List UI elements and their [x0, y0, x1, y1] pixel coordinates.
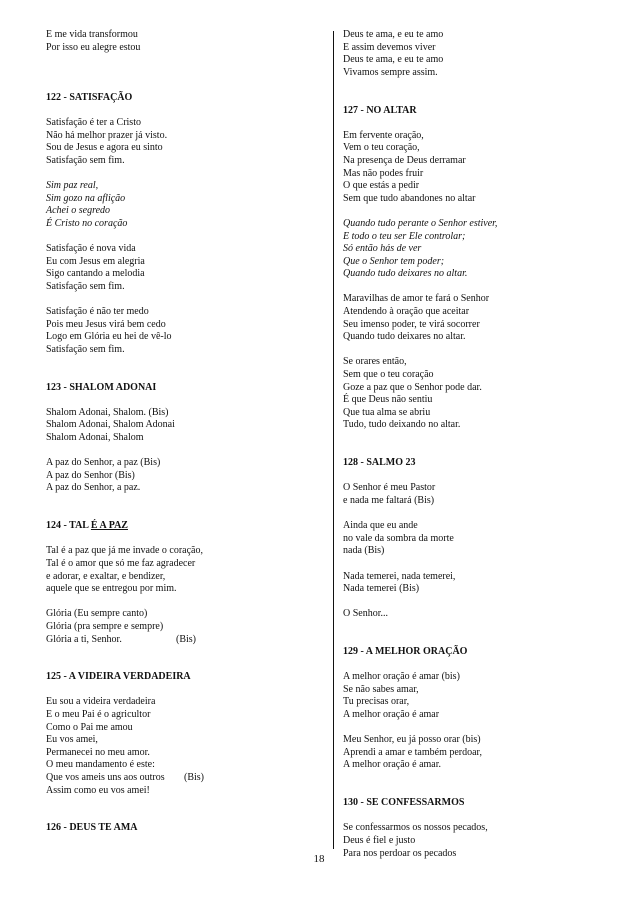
lyric-line: Se confessarmos os nossos pecados,: [343, 822, 488, 834]
chorus-line: Só então hás de ver: [343, 243, 422, 255]
lyric-line: Eu vos amei,: [46, 734, 98, 746]
lyric-line: Nada temerei, nada temerei,: [343, 570, 456, 582]
lyric-line: O meu mandamento é este:: [46, 759, 155, 771]
lyric-line: Para nos perdoar os pecados: [343, 847, 457, 859]
lyric-line: Sem que tudo abandones no altar: [343, 192, 476, 204]
right-column: [343, 29, 603, 860]
song-title-130: 130 - SE CONFESSARMOS: [343, 797, 465, 809]
lyric-line: Mas não podes fruir: [343, 167, 424, 179]
lyric-line: Deus é fiel e justo: [343, 835, 416, 846]
lyric-line: Ainda que eu ande: [343, 520, 418, 532]
song-title-125: 125 - A VIDEIRA VERDADEIRA: [46, 671, 191, 683]
lyric-line: A paz do Senhor (Bis): [46, 469, 135, 481]
lyric-line: Não há melhor prazer já visto.: [46, 129, 168, 141]
song-title-128: 128 - SALMO 23: [343, 457, 416, 469]
lyric-line: Meu Senhor, eu já posso orar (bis): [343, 734, 481, 746]
bis-marker: (Bis): [176, 633, 196, 645]
lyric-text: Glória a ti, Senhor.: [46, 633, 122, 645]
lyric-line: e nada me faltará (Bis): [343, 494, 435, 506]
lyric-line: Permanecei no meu amor.: [46, 746, 150, 758]
lyric-line: e adorar, e exaltar, e bendizer,: [46, 570, 166, 582]
chorus-line: Quando tudo perante o Senhor estiver,: [343, 217, 498, 229]
lyric-line: Se orares então,: [343, 356, 407, 368]
lyric-line: Shalom Adonai, Shalom: [46, 432, 144, 443]
lyric-line: Deus te ama, e eu te amo: [343, 29, 444, 40]
song-title-126: 126 - DEUS TE AMA: [46, 822, 138, 834]
lyric-line: nada (Bis): [343, 545, 385, 557]
lyric-line: Goze a paz que o Senhor pode dar.: [343, 381, 482, 393]
lyric-line: Como o Pai me amou: [46, 721, 133, 733]
lyric-line: Sem que o teu coração: [343, 369, 434, 381]
lyric-line: Maravilhas de amor te fará o Senhor: [343, 293, 490, 305]
lyric-line: Na presença de Deus derramar: [343, 154, 466, 166]
chorus-line: Achei o segredo: [46, 205, 111, 217]
chorus-line: Que o Senhor tem poder;: [343, 255, 445, 267]
lyric-line: Seu imenso poder, te virá socorrer: [343, 318, 480, 330]
lyric-line: Sigo cantando a melodia: [46, 268, 145, 280]
column-divider: [333, 31, 334, 849]
song-title-127: 127 - NO ALTAR: [343, 104, 417, 116]
song-title-122: 122 - SATISFAÇÃO: [46, 91, 133, 103]
lyric-line: Vivamos sempre assim.: [343, 66, 438, 78]
lyric-line: Vem o teu coração,: [343, 142, 420, 154]
lyric-line: Pois meu Jesus virá bem cedo: [46, 318, 166, 330]
lyric-line: O Senhor é meu Pastor: [343, 482, 436, 494]
lyric-line: Assim como eu vos amei!: [46, 784, 150, 796]
lyric-line: A melhor oração é amar.: [343, 759, 442, 771]
chorus-line: Sim gozo na aflição: [46, 192, 126, 204]
lyric-line: Satisfação é não ter medo: [46, 306, 149, 318]
lyric-line: Nada temerei (Bis): [343, 583, 420, 595]
left-column: [46, 29, 316, 835]
lyric-line: E assim devemos viver: [343, 41, 436, 53]
lyric-line: Sou de Jesus e agora eu sinto: [46, 142, 163, 154]
lyric-line: Satisfação sem fim.: [46, 343, 125, 355]
lyric-line: Eu com Jesus em alegria: [46, 255, 145, 267]
lyric-line: Glória (Eu sempre canto): [46, 608, 148, 620]
lyric-line: O Senhor...: [343, 608, 388, 620]
lyric-line: Se não sabes amar,: [343, 683, 419, 695]
lyric-line: aquele que se entregou por mim.: [46, 583, 177, 595]
lyric-line: Satisfação sem fim.: [46, 280, 125, 292]
lyric-line: [46, 772, 316, 785]
lyric-line: Em fervente oração,: [343, 129, 424, 141]
lyric-line: Shalom Adonai, Shalom. (Bis): [46, 406, 169, 418]
chorus-line: E todo o teu ser Ele controlar;: [343, 230, 466, 242]
lyric-line: Glória (pra sempre e sempre): [46, 620, 164, 632]
lyric-line: Aprendi a amar e também perdoar,: [343, 746, 482, 758]
lyric-line: Por isso eu alegre estou: [46, 41, 141, 53]
lyric-line: E o meu Pai é o agricultor: [46, 709, 151, 721]
lyric-line: Que tua alma se abriu: [343, 406, 431, 418]
lyric-line: Eu sou a videira verdadeira: [46, 696, 156, 708]
lyric-line: Tu precisas orar,: [343, 696, 410, 708]
song-title-129: 129 - A MELHOR ORAÇÃO: [343, 646, 468, 658]
lyric-line: Quando tudo deixares no altar.: [343, 331, 466, 343]
bis-marker: (Bis): [184, 772, 204, 784]
lyric-line: Satisfação é nova vida: [46, 243, 136, 255]
lyric-line: Satisfação sem fim.: [46, 154, 125, 166]
page-number: 18: [313, 853, 325, 865]
lyric-line: A melhor oração é amar (bis): [343, 671, 460, 683]
lyric-line: O que estás a pedir: [343, 180, 420, 192]
chorus-line: É Cristo no coração: [46, 217, 128, 229]
lyric-line: Satisfação é ter a Cristo: [46, 117, 141, 129]
lyric-line: Deus te ama, e eu te amo: [343, 54, 444, 66]
lyric-line: É que Deus não sentiu: [343, 394, 433, 406]
chorus-line: Sim paz real,: [46, 180, 99, 192]
lyric-line: Tudo, tudo deixando no altar.: [343, 419, 461, 431]
song-title-123: 123 - SHALOM ADONAI: [46, 381, 157, 393]
lyric-line: Logo em Glória eu hei de vê-lo: [46, 331, 172, 343]
lyric-line: A paz do Senhor, a paz.: [46, 482, 141, 494]
lyric-line: no vale da sombra da morte: [343, 532, 454, 544]
chorus-line: Quando tudo deixares no altar.: [343, 268, 468, 280]
lyric-line: [46, 634, 316, 647]
song-title-124-underlined: É A PAZ: [90, 520, 128, 532]
lyric-line: Tal é o amor que só me faz agradecer: [46, 557, 196, 569]
lyric-line: Tal é a paz que já me invade o coração,: [46, 545, 203, 557]
lyric-line: Atendendo à oração que aceitar: [343, 306, 470, 318]
lyric-line: E me vida transformou: [46, 29, 138, 40]
lyric-line: A paz do Senhor, a paz (Bis): [46, 457, 161, 469]
song-title-124: [46, 520, 316, 533]
song-title-124-number: 124 - TAL: [46, 520, 91, 532]
lyric-line: A melhor oração é amar: [343, 709, 440, 721]
lyric-text: Que vos ameis uns aos outros: [46, 772, 165, 784]
lyric-line: Shalom Adonai, Shalom Adonai: [46, 419, 175, 431]
